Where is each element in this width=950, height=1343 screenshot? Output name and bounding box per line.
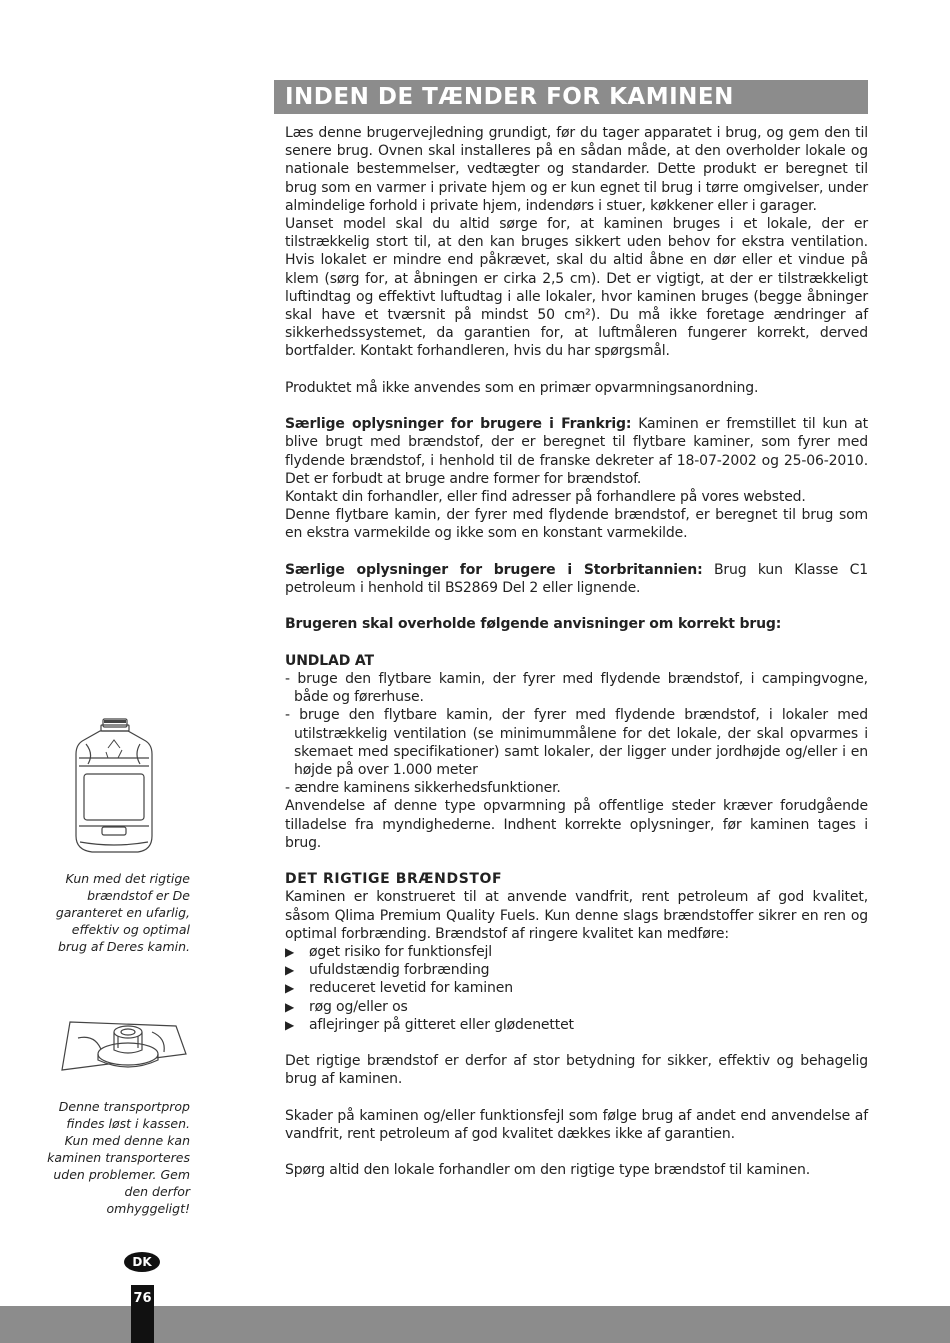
main-content xyxy=(285,124,868,1180)
undlad-heading: UNDLAD AT xyxy=(285,652,374,669)
bullet-arrow-icon: ▶ xyxy=(285,945,295,960)
intro-paragraph-2: Uanset model skal du altid sørge for, at kaminen bruges i et lokale, der er tilstrækkelig stort til, at den kan bruges sikkert uden behov for ekstra ventilation. Hvis lokalet er mindre end påkrævet, skal du altid åbne en dør eller et vindue på klem (sørg for, at åbningen er cirka 2,5 cm). Det er vigtigt, at der er tilstrækkeligt luftindtag og effektivt luftudtag i alle lokaler, hvor kaminen bruges (begge åbninger skal have et tværsnit på mindst 50 cm²). Du må ikke foretage ændringer af sikkerhedssystemet, da garantien for, at luftmåleren fungerer korrekt, derved bortfalder. Kontakt forhandleren, hvis du har spørgsmål. xyxy=(285,216,868,360)
undlad-item-2: - bruge den flytbare kamin, der fyrer med flydende brændstof, i lokaler med utilstrækkelig ventilation (se minimummålene for det lokale, der skal opvarmes i skemaet med specifikationer) samt lokaler, der ligger under jordhøjde og/eller i en højde på over 1.000 meter xyxy=(285,707,868,779)
importance-paragraph: Det rigtige brændstof er derfor af stor betydning for sikker, effektiv og behagelig brug af kaminen. xyxy=(285,1053,868,1088)
list-item: ▶ ufuldstændig forbrænding xyxy=(285,962,490,979)
uk-text: Brug kun Klasse C1 petroleum i henhold til BS2869 Del 2 eller lignende. xyxy=(285,561,868,597)
undlad-item-1: - bruge den flytbare kamin, der fyrer med flydende brændstof, i campingvogne, både og førerhuse. xyxy=(285,671,868,706)
warranty-paragraph: Skader på kaminen og/eller funktionsfejl som følge brug af andet end anvendelse af vandfrit, rent petroleum af god kvalitet dækkes ikke af garantien. xyxy=(285,1107,868,1143)
france-paragraph xyxy=(285,415,868,488)
fuel-caption: Kun med det rigtige brændstof er De garanteret en ufarlig, effektiv og optimal brug af Deres kamin. xyxy=(55,871,190,954)
fuel-paragraph: Kaminen er konstrueret til at anvende vandfrit, rent petroleum af god kvalitet, såsom Qlima Premium Quality Fuels. Kun denne slags brændstoffer sikrer en ren og optimal forbrænding. Brændstof af ringere kvalitet kan medføre: xyxy=(285,889,868,942)
language-badge: DK xyxy=(124,1252,160,1272)
bullet-arrow-icon: ▶ xyxy=(285,981,295,996)
list-item: ▶ røg og/eller os xyxy=(285,998,408,1015)
uk-label: Særlige oplysninger for brugere i Storbritannien: xyxy=(285,561,703,578)
list-item: ▶ øget risiko for funktionsfejl xyxy=(285,944,493,961)
intro-paragraph-1: Læs denne brugervejledning grundigt, før du tager apparatet i brug, og gem den til senere brug. Ovnen skal installeres på en sådan måde, at den overholder lokale og nationale bestemmelser, vedtægter og standarder. Dette produkt er beregnet til brug som en varmer i private hjem og er kun egnet til brug i tørre omgivelser, under almindelige forhold i private hjem, indendørs i stuer, køkkener eller i garager. xyxy=(285,125,868,214)
public-use-paragraph: Anvendelse af denne type opvarmning på offentlige steder kræver forudgående tilladelse fra myndighederne. Indhent korrekte oplysninger, før kaminen tages i brug. xyxy=(285,798,868,851)
bullet-arrow-icon: ▶ xyxy=(285,999,295,1014)
page-number: 76 xyxy=(131,1285,154,1343)
bullet-arrow-icon: ▶ xyxy=(285,963,295,978)
transport-plug-icon xyxy=(56,1012,192,1078)
uk-paragraph xyxy=(285,561,868,597)
plug-caption: Denne transportprop findes løst i kassen. Kun med denne kan kaminen transporteres uden problemer. Gem den derfor omhyggeligt! xyxy=(47,1099,190,1216)
undlad-item-3: - ændre kaminens sikkerhedsfunktioner. xyxy=(285,780,561,797)
ask-dealer-paragraph: Spørg altid den lokale forhandler om den rigtige type brændstof til kaminen. xyxy=(285,1162,811,1179)
list-item: ▶ reduceret levetid for kaminen xyxy=(285,980,513,997)
dealer-paragraph: Kontakt din forhandler, eller find adresser på forhandlere på vores websted. xyxy=(285,489,806,506)
section-title: INDEN DE TÆNDER FOR KAMINEN xyxy=(274,80,868,114)
bullet-arrow-icon: ▶ xyxy=(285,1017,295,1032)
primary-heating-note: Produktet må ikke anvendes som en primær opvarmningsanordning. xyxy=(285,379,759,396)
secondary-heat-paragraph: Denne flytbare kamin, der fyrer med flydende brændstof, er beregnet til brug som en ekstra varmekilde og ikke som en konstant varmekilde. xyxy=(285,507,868,542)
france-text: Kaminen er fremstillet til kun at blive brugt med brændstof, der er beregnet til flytbare kaminer, som fyrer med flydende brændstof, i henhold til de franske dekreter af 18-07-2002 og 25-06-2010. Det er forbudt at bruge andre former for brændstof. xyxy=(285,416,868,487)
list-item: ▶ aflejringer på gitteret eller glødenettet xyxy=(285,1016,574,1033)
fuel-heading: DET RIGTIGE BRÆNDSTOF xyxy=(285,871,503,888)
instructions-heading: Brugeren skal overholde følgende anvisninger om korrekt brug: xyxy=(285,616,782,633)
france-label: Særlige oplysninger for brugere i Frankrig: xyxy=(285,416,632,433)
fuel-container-icon xyxy=(66,714,162,864)
